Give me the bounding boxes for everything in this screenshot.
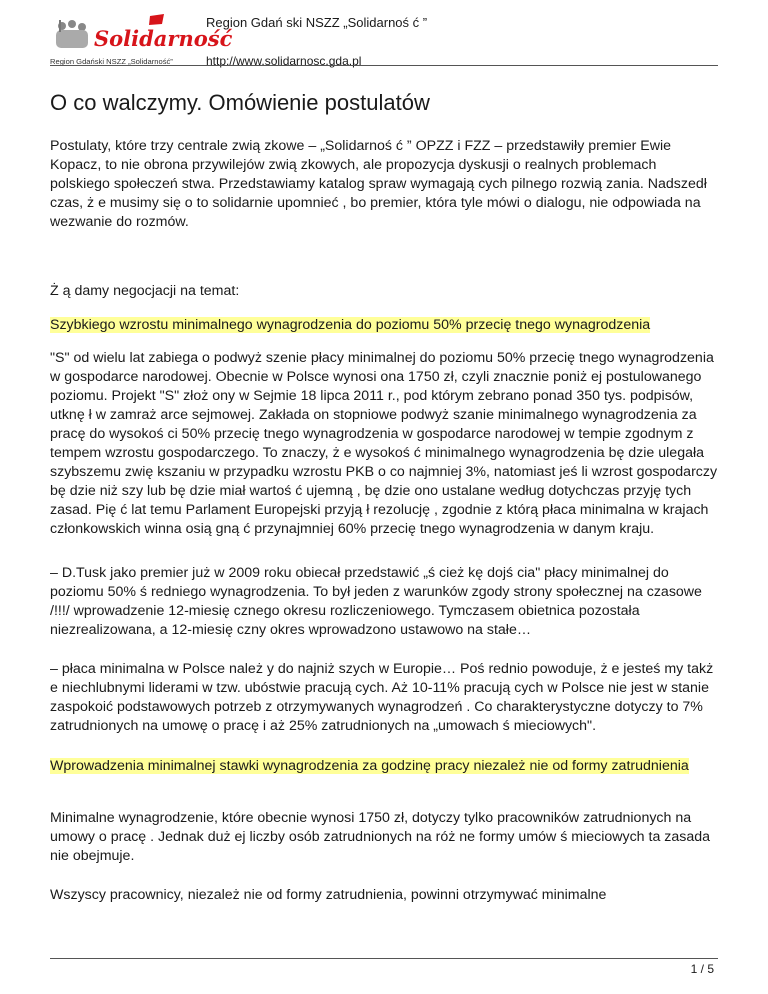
paragraph-all-workers: Wszyscy pracownicy, niezależ nie od formy zatrudnienia, powinni otrzymywać minimalne [50, 887, 607, 903]
page-number: 1 / 5 [690, 962, 714, 976]
intro-paragraph: Postulaty, które trzy centrale zwią zkowe – „Solidarnoś ć ” OPZZ i FZZ – przedstawiły premier Ewie Kopacz, to nie obrona przywilejów zwią zkowych, ale propozycja dyskusji o realnych problemach polskiego społeczeń stwa. Przedstawiamy katalog spraw wymagają cych pilnego rozwią zania. Nadszedł czas, ż e musimy się o to solidarnie upomnieć , bo premier, która tyle mówi o dialogu, nie odpowiada na wezwanie do rozmów. [50, 138, 707, 230]
page-header [50, 10, 718, 68]
footer-divider [50, 958, 718, 959]
svg-text:Solidarność: Solidarność [94, 26, 233, 51]
solidarnosc-logo [50, 12, 233, 68]
header-divider [50, 65, 718, 66]
paragraph-low-wage: – płaca minimalna w Polsce należ y do najniż szych w Europie… Poś rednio powoduje, ż e jesteś my takż e niechlubnymi liderami w tzw. ubóstwie pracują cych. Aż 10-11% pracują cych w Polsce nie jest w stanie zaspokoić podstawowych potrzeb z otrzymywanych wynagrodzeń . Co charakterystyczne dotyczy to 7% zatrudnionych na umowę o pracę i aż 25% zatrudnionych na „umowach ś mieciowych". [50, 661, 714, 734]
highlighted-text: Wprowadzenia minimalnej stawki wynagrodzenia za godzinę pracy niezależ nie od formy zatrudnienia [50, 758, 689, 774]
paragraph-minimum-hourly: Minimalne wynagrodzenie, które obecnie wynosi 1750 zł, dotyczy tylko pracowników zatrudnionych na umowy o pracę . Jednak duż ej liczby osób zatrudnionych na róż ne formy umów ś mieciowych ta zasada nie obejmuje. [50, 810, 711, 864]
demand-heading: Ż ą damy negocjacji na temat: [50, 283, 240, 299]
article-title: O co walczymy. Omówienie postulatów [50, 90, 430, 115]
header-url-link[interactable]: http://www.solidarnosc.gda.pl [206, 54, 362, 68]
highlighted-text: Szybkiego wzrostu minimalnego wynagrodzenia do poziomu 50% przecię tnego wynagrodzenia [50, 317, 651, 333]
svg-text:Region Gdański NSZZ „Solidarno: Region Gdański NSZZ „Solidarność” [50, 57, 173, 66]
header-org-name: Region Gdań ski NSZZ „Solidarnoś ć ” [206, 15, 428, 30]
paragraph-minimum-wage: "S" od wielu lat zabiega o podwyż szenie płacy minimalnej do poziomu 50% przecię tnego wynagrodzenia w gospodarce narodowej. Obecnie w Polsce wynosi ona 1750 zł, czyli znacznie poniż ej postulowanego poziomu. Projekt "S" złoż ony w Sejmie 18 lipca 2011 r., pod którym zebrano ponad 350 tys. podpisów, utknę ł w zamraż arce sejmowej. Zakłada on stopniowe podwyż szanie minimalnego wynagrodzenia za pracę do wysokoś ci 50% przecię tnego wynagrodzenia w gospodarce narodowej w tempie zgodnym z tempem wzrostu gospodarczego. To znaczy, ż e wysokoś ć minimalnego wynagrodzenia bę dzie ulegała szybszemu zwię kszaniu w przypadku wzrostu PKB o co najmniej 3%, natomiast jeś li wzrost gospodarczy bę dzie niż szy lub bę dzie miał wartoś ć ujemną , bę dzie ono ustalane według dotychczas przyję tych zasad. Pię ć lat temu Parlament Europejski przyją ł rezolucję , zgodnie z którą płaca minimalna w krajach członkowskich winna osią gną ć przynajmniej 60% przecię tnego wynagrodzenia w danym kraju. [50, 350, 718, 537]
postulate-heading-1 [50, 316, 720, 335]
paragraph-tusk-promise: – D.Tusk jako premier już w 2009 roku obiecał przedstawić „ś cież kę dojś cia" płacy minimalnej do poziomu 50% ś redniego wynagrodzenia. To był jeden z warunków zgody strony społecznej na czasowe /!!!/ wprowadzenie 12-miesię cznego okresu rozliczeniowego. Tymczasem obietnica pozostała niezrealizowana, a 12-miesię czny okres wprowadzono ustawowo na stałe… [50, 565, 702, 638]
postulate-heading-2 [50, 757, 720, 776]
